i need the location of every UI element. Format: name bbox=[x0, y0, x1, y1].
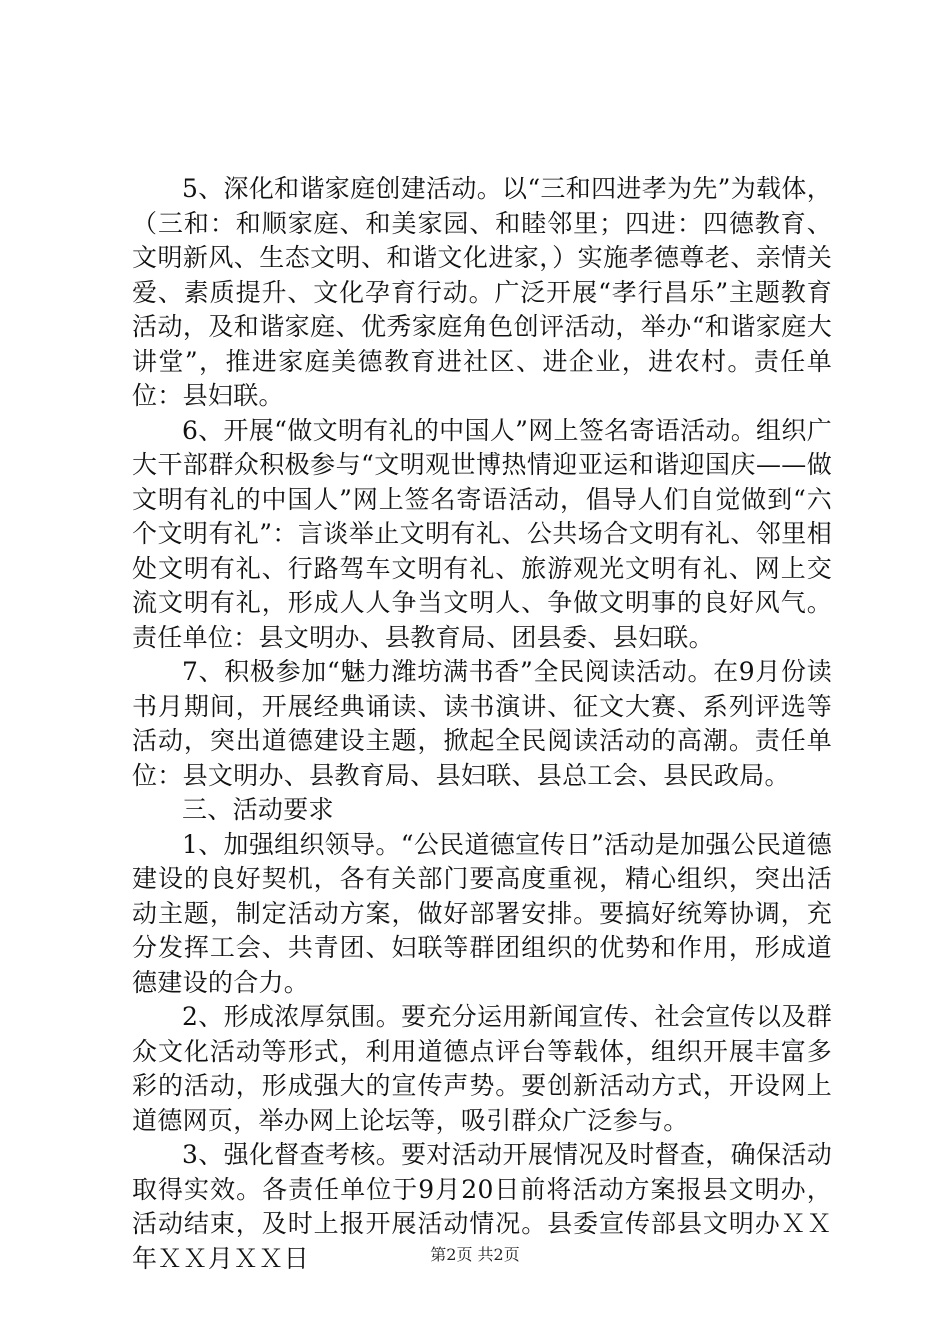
paragraph-requirement-2: 2、形成浓厚氛围。要充分运用新闻宣传、社会宣传以及群众文化活动等形式，利用道德点评台等载体，组织开展丰富多彩的活动，形成强大的宣传声势。要创新活动方式，开设网上道德网页，举办网上论坛等，吸引群众广泛参与。 bbox=[132, 1002, 832, 1135]
paragraph-item-6: 6、开展“做文明有礼的中国人”网上签名寄语活动。组织广大干部群众积极参与“文明观世博热情迎亚运和谐迎国庆——做文明有礼的中国人”网上签名寄语活动，倡导人们自觉做到“六个文明有礼”：言谈举止文明有礼、公共场合文明有礼、邻里相处文明有礼、行路驾车文明有礼、旅游观光文明有礼、网上交流文明有礼，形成人人争当文明人、争做文明事的良好风气。责任单位：县文明办、县教育局、团县委、县妇联。 bbox=[132, 415, 832, 652]
paragraph-requirement-3: 3、强化督查考核。要对活动开展情况及时督查，确保活动取得实效。各责任单位于9月20日前将活动方案报县文明办，活动结束，及时上报开展活动情况。县委宣传部县文明办ＸＸ年ＸＸ月ＸＸ日 bbox=[132, 1140, 832, 1273]
document-body bbox=[132, 172, 832, 1276]
paragraph-requirement-1: 1、加强组织领导。“公民道德宣传日”活动是加强公民道德建设的良好契机，各有关部门要高度重视，精心组织，突出活动主题，制定活动方案，做好部署安排。要搞好统筹协调，充分发挥工会、共青团、妇联等群团组织的优势和作用，形成道德建设的合力。 bbox=[132, 829, 832, 997]
section-heading-requirements: 三、活动要求 bbox=[182, 795, 334, 824]
page-number-footer: 第2页 共2页 bbox=[430, 1245, 520, 1264]
paragraph-item-5: 5、深化和谐家庭创建活动。以“三和四进孝为先”为载体，（三和：和顺家庭、和美家园、和睦邻里；四进：四德教育、文明新风、生态文明、和谐文化进家，）实施孝德尊老、亲情关爱、素质提升、文化孕育行动。广泛开展“孝行昌乐”主题教育活动，及和谐家庭、优秀家庭角色创评活动，举办“和谐家庭大讲堂”，推进家庭美德教育进社区、进企业，进农村。责任单位：县妇联。 bbox=[132, 174, 832, 410]
paragraph-item-7: 7、积极参加“魅力潍坊满书香”全民阅读活动。在9月份读书月期间，开展经典诵读、读书演讲、征文大赛、系列评选等活动，突出道德建设主题，掀起全民阅读活动的高潮。责任单位：县文明办、县教育局、县妇联、县总工会、县民政局。 bbox=[132, 657, 832, 790]
